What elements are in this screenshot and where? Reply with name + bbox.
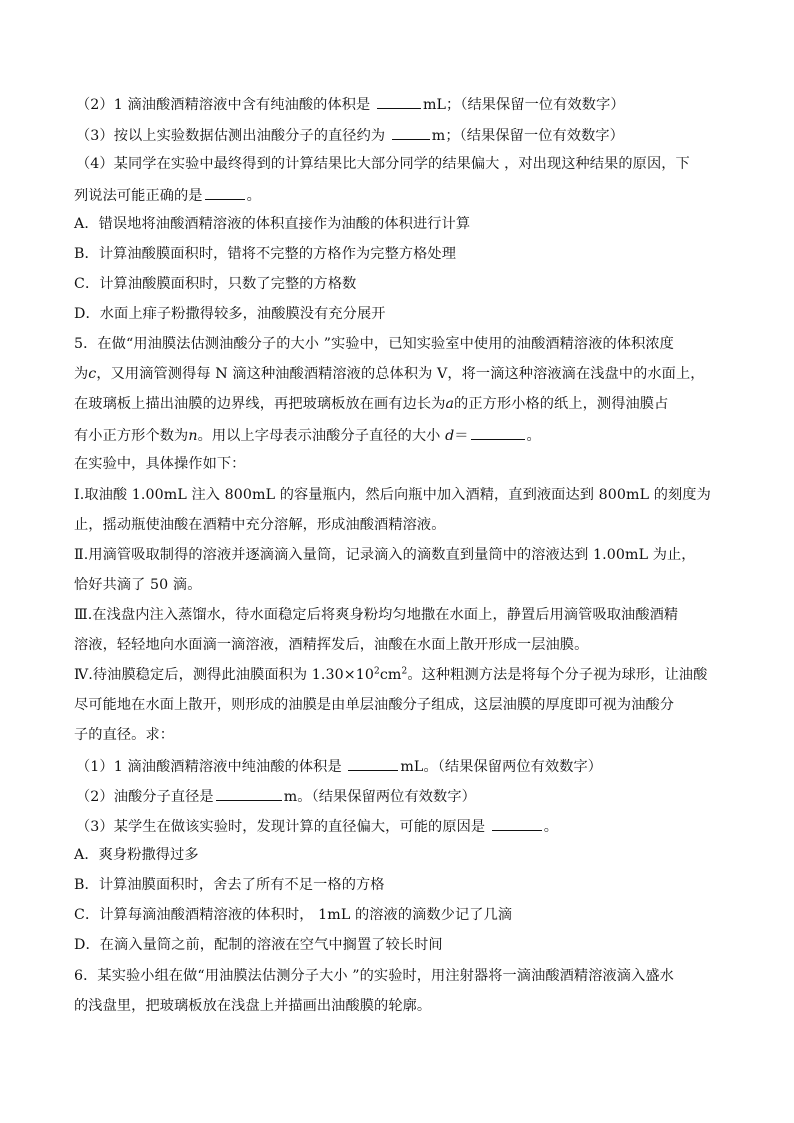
option-d: D．在滴入量筒之前，配制的溶液在空气中搁置了较长时间: [74, 937, 443, 953]
step-1: Ⅰ.取油酸 1.00mL 注入 800mL 的容量瓶内，然后向瓶中加入酒精，直到液面达到 800mL 的刻度为: [74, 487, 711, 503]
step-3-cont: 溶液，轻轻地向水面滴一滴溶液，酒精挥发后，油酸在水面上散开形成一层油膜。: [74, 637, 589, 653]
step-2: Ⅱ.用滴管吸取制得的溶液并逐滴滴入量筒，记录滴入的滴数直到量筒中的溶液达到 1.00mL 为止，: [74, 547, 696, 563]
question-5-1: （1）1 滴油酸酒精溶液中纯油酸的体积是 mL。（结果保留两位有效数字）: [76, 755, 602, 777]
question-2-volume: （2）1 滴油酸酒精溶液中含有纯油酸的体积是 mL；（结果保留一位有效数字）: [76, 93, 625, 115]
problem-5-stem: 5．在做“用油膜法估测油酸分子的大小 ”实验中，已知实验室中使用的油酸酒精溶液的体积浓度: [74, 336, 674, 352]
problem-6-stem: 6．某实验小组在做“用油膜法估测分子大小 ”的实验时，用注射器将一滴油酸酒精溶液滴入盛水: [74, 968, 674, 984]
question-4-stem-cont: 列说法可能正确的是 。: [74, 184, 261, 206]
option-a: A．爽身粉撒得过多: [74, 847, 199, 863]
step-3: Ⅲ.在浅盘内注入蒸馏水，待水面稳定后将爽身粉均匀地撒在水面上，静置后用滴管吸取油酸酒精: [74, 607, 679, 623]
option-a: A．错误地将油酸酒精溶液的体积直接作为油酸的体积进行计算: [74, 216, 471, 232]
answer-blank: [492, 815, 542, 831]
problem-5-stem-2: 为c，又用滴管测得每 N 滴这种油酸酒精溶液的总体积为 V，将一滴这种溶液滴在浅盘中的水面上，: [74, 366, 705, 382]
problem-5-stem-4: 有小正方形个数为n。用以上字母表示油酸分子直径的大小 d＝ 。: [74, 424, 541, 446]
option-d: D．水面上痱子粉撒得较多，油酸膜没有充分展开: [74, 306, 386, 322]
step-4-cont: 尽可能地在水面上散开，则形成的油膜是由单层油酸分子组成，这层油膜的厚度即可视为油酸分: [74, 697, 675, 713]
option-c: C．计算每滴油酸酒精溶液的体积时， 1mL 的溶液的滴数少记了几滴: [74, 907, 513, 923]
question-4-stem: （4）某同学在实验中最终得到的计算结果比大部分同学的结果偏大 ，对出现这种结果的原因，下: [76, 156, 690, 172]
step-1-cont: 止，摇动瓶使油酸在酒精中充分溶解，形成油酸酒精溶液。: [74, 517, 446, 533]
step-4-cont-2: 子的直径。求：: [74, 727, 175, 743]
question-5-2: （2）油酸分子直径是 m。（结果保留两位有效数字）: [76, 785, 476, 807]
answer-blank: [205, 184, 245, 200]
answer-blank: [377, 93, 421, 109]
question-3-diameter: （3）按以上实验数据估测出油酸分子的直径约为 m；（结果保留一位有效数字）: [76, 124, 624, 146]
problem-5-stem-3: 在玻璃板上描出油膜的边界线，再把玻璃板放在画有边长为a的正方形小格的纸上，测得油膜占: [74, 396, 669, 412]
answer-blank: [471, 424, 525, 440]
step-4: Ⅳ.待油膜稳定后，测得此油膜面积为 $1.30\times 10^2cm^2$。这种粗测方法是将每个分子视为球形，让油酸: [74, 666, 708, 683]
procedure-intro: 在实验中，具体操作如下：: [74, 456, 246, 472]
option-b: B．计算油膜面积时，舍去了所有不足一格的方格: [74, 877, 385, 893]
answer-blank: [392, 124, 430, 140]
step-2-cont: 恰好共滴了 50 滴。: [74, 577, 202, 593]
answer-blank: [216, 785, 282, 801]
problem-6-stem-cont: 的浅盘里，把玻璃板放在浅盘上并描画出油酸膜的轮廓。: [74, 998, 432, 1014]
answer-blank: [348, 755, 398, 771]
option-b: B．计算油酸膜面积时，错将不完整的方格作为完整方格处理: [74, 246, 457, 262]
option-c: C．计算油酸膜面积时，只数了完整的方格数: [74, 276, 357, 292]
question-5-3: （3）某学生在做该实验时，发现计算的直径偏大，可能的原因是 。: [76, 815, 558, 837]
